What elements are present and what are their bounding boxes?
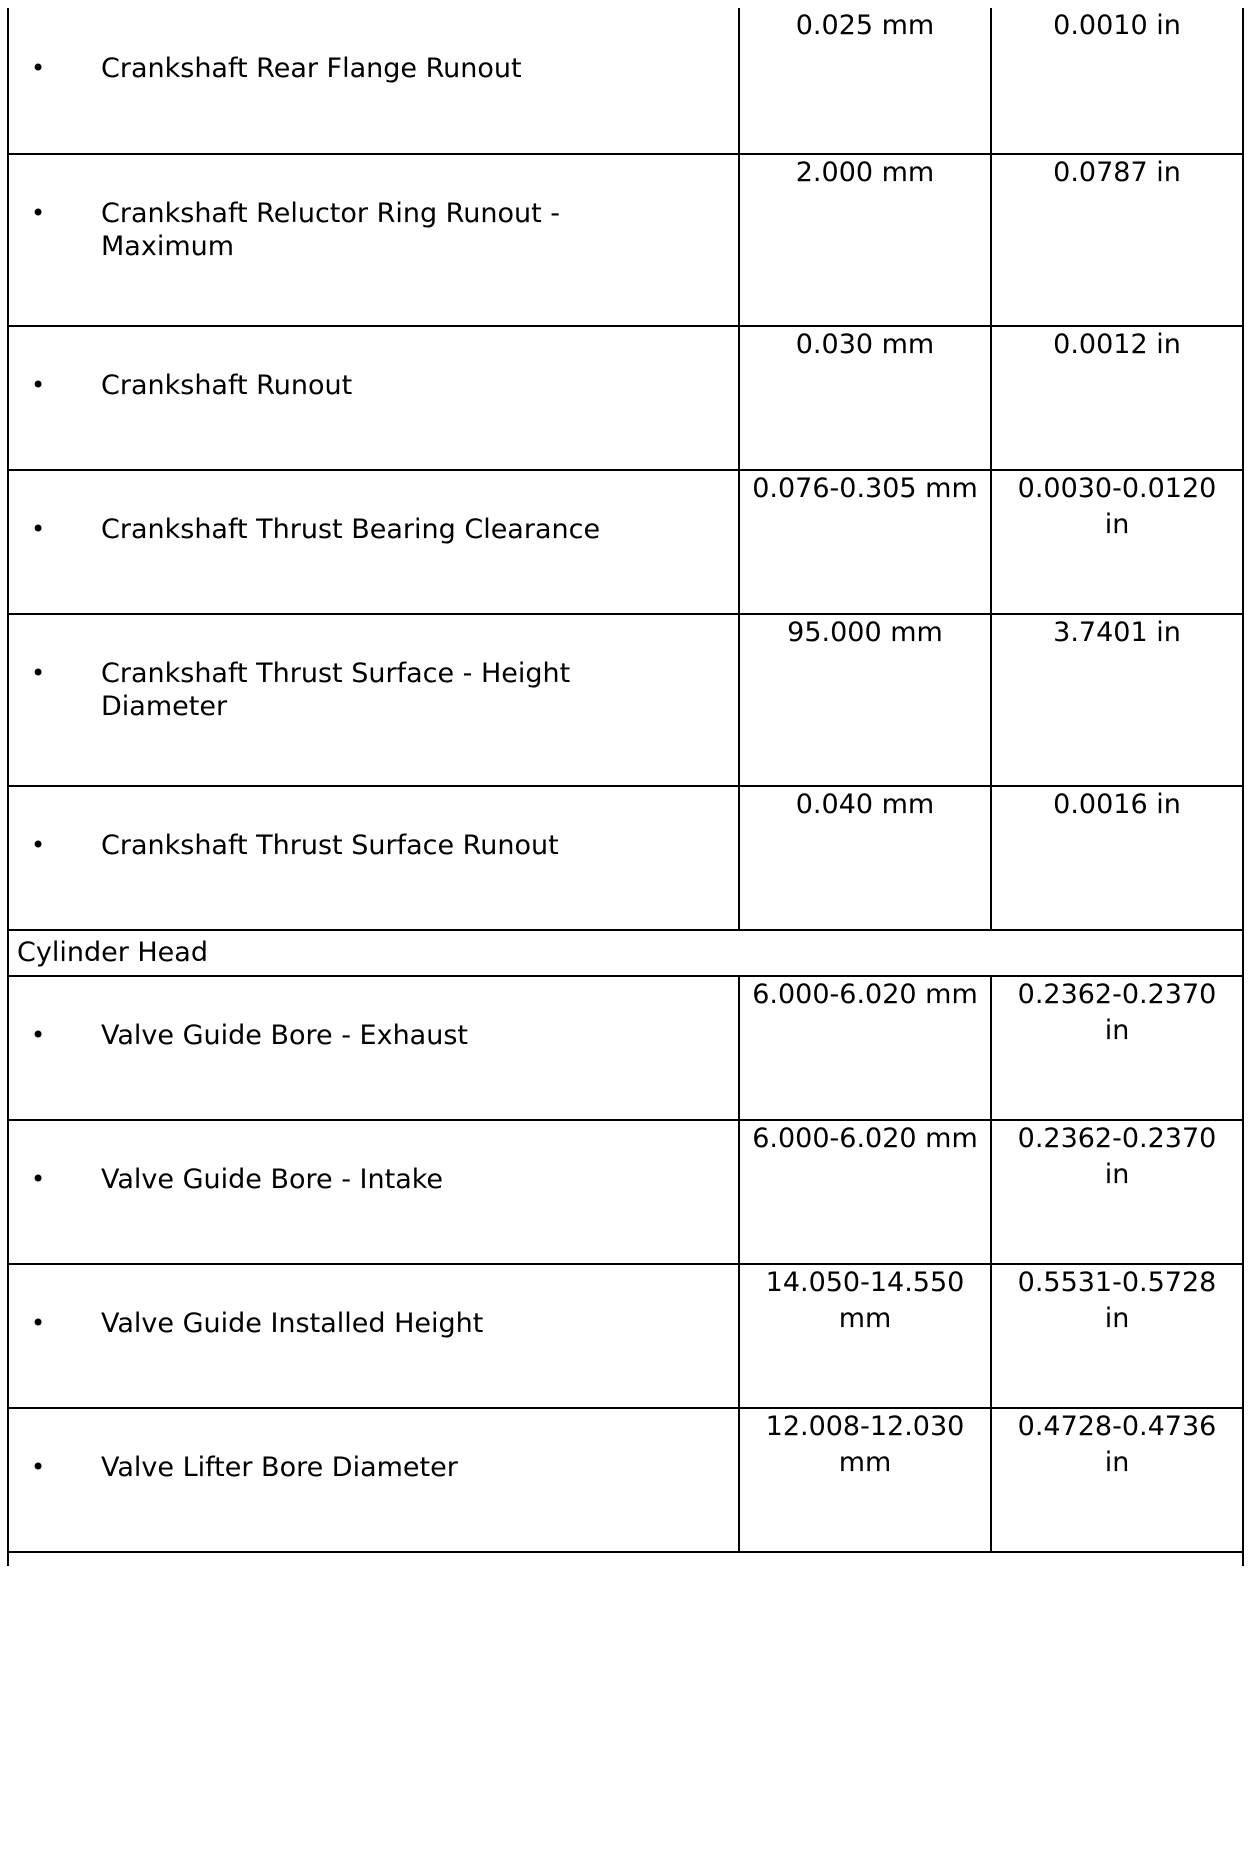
metric-value-cell (739, 1120, 991, 1264)
table-row (8, 1120, 1243, 1264)
spec-name-cell (8, 614, 739, 786)
table-row (8, 976, 1243, 1120)
spec-name: Crankshaft Thrust Surface Runout (101, 830, 559, 861)
imperial-value: 0.5531-0.5728 in (1017, 1267, 1217, 1334)
metric-value-cell (739, 470, 991, 614)
table-row (8, 786, 1243, 930)
metric-value-cell (739, 8, 991, 154)
bullet-icon: • (31, 1021, 46, 1049)
imperial-value-cell (991, 470, 1243, 614)
spec-name: Valve Lifter Bore Diameter (101, 1452, 458, 1483)
spec-name-cell (8, 786, 739, 930)
spec-name: Crankshaft Thrust Bearing Clearance (101, 514, 601, 545)
spec-name: Crankshaft Thrust Surface - Height Diameter (101, 658, 571, 722)
imperial-value-cell (991, 154, 1243, 326)
imperial-value-cell (991, 1120, 1243, 1264)
table-row (8, 1264, 1243, 1408)
spec-name-cell (8, 1408, 739, 1552)
metric-value: 14.050-14.550 mm (765, 1267, 965, 1334)
metric-value-cell (739, 1408, 991, 1552)
imperial-value-cell (991, 8, 1243, 154)
metric-value: 0.030 mm (795, 329, 935, 360)
metric-value-cell (739, 326, 991, 470)
bullet-icon: • (31, 54, 46, 82)
bullet-icon: • (31, 831, 46, 859)
spec-name-cell (8, 1120, 739, 1264)
imperial-value-cell (991, 1264, 1243, 1408)
metric-value: 0.076-0.305 mm (752, 473, 978, 504)
imperial-value: 0.0787 in (1053, 157, 1181, 188)
imperial-value: 0.0016 in (1053, 789, 1181, 820)
spec-name-cell (8, 1264, 739, 1408)
table-row (8, 1408, 1243, 1552)
table-row (8, 614, 1243, 786)
spec-name: Valve Guide Installed Height (101, 1308, 484, 1339)
imperial-value-cell (991, 976, 1243, 1120)
imperial-value-cell (991, 1408, 1243, 1552)
imperial-value: 0.0012 in (1053, 329, 1181, 360)
spec-table (7, 8, 1244, 1566)
imperial-value: 0.2362-0.2370 in (1017, 1123, 1217, 1190)
table-row (8, 470, 1243, 614)
imperial-value: 0.4728-0.4736 in (1017, 1411, 1217, 1478)
metric-value: 12.008-12.030 mm (765, 1411, 965, 1478)
table-row (8, 154, 1243, 326)
spec-name-cell (8, 326, 739, 470)
imperial-value-cell (991, 786, 1243, 930)
metric-value-cell (739, 786, 991, 930)
spec-name: Crankshaft Rear Flange Runout (101, 53, 522, 84)
imperial-value-cell (991, 326, 1243, 470)
metric-value: 6.000-6.020 mm (752, 1123, 978, 1154)
spec-name-cell (8, 470, 739, 614)
metric-value: 2.000 mm (795, 157, 935, 188)
bullet-icon: • (31, 659, 46, 687)
spec-name: Valve Guide Bore - Exhaust (101, 1020, 468, 1051)
table-row (8, 326, 1243, 470)
spec-name: Crankshaft Reluctor Ring Runout - Maximum (101, 198, 560, 262)
bullet-icon: • (31, 1309, 46, 1337)
imperial-value: 0.0010 in (1053, 10, 1181, 41)
imperial-value: 3.7401 in (1053, 617, 1181, 648)
table-row (8, 8, 1243, 154)
metric-value: 0.025 mm (795, 10, 935, 41)
bullet-icon: • (31, 515, 46, 543)
spec-name: Crankshaft Runout (101, 370, 353, 401)
imperial-value: 0.2362-0.2370 in (1017, 979, 1217, 1046)
section-row (8, 930, 1243, 976)
metric-value-cell (739, 1264, 991, 1408)
imperial-value-cell (991, 614, 1243, 786)
bullet-icon: • (31, 1453, 46, 1481)
spec-name: Valve Guide Bore - Intake (101, 1164, 444, 1195)
bullet-icon: • (31, 1165, 46, 1193)
spec-name-cell (8, 976, 739, 1120)
metric-value-cell (739, 614, 991, 786)
metric-value: 6.000-6.020 mm (752, 979, 978, 1010)
next-row-edge (8, 1552, 1243, 1566)
spec-name-cell (8, 154, 739, 326)
metric-value-cell (739, 976, 991, 1120)
metric-value: 0.040 mm (795, 789, 935, 820)
bullet-icon: • (31, 371, 46, 399)
section-title: Cylinder Head (8, 930, 1243, 976)
metric-value: 95.000 mm (787, 617, 943, 648)
metric-value-cell (739, 154, 991, 326)
table-row-partial (8, 1552, 1243, 1566)
imperial-value: 0.0030-0.0120 in (1017, 473, 1217, 540)
spec-name-cell (8, 8, 739, 154)
bullet-icon: • (31, 199, 46, 227)
